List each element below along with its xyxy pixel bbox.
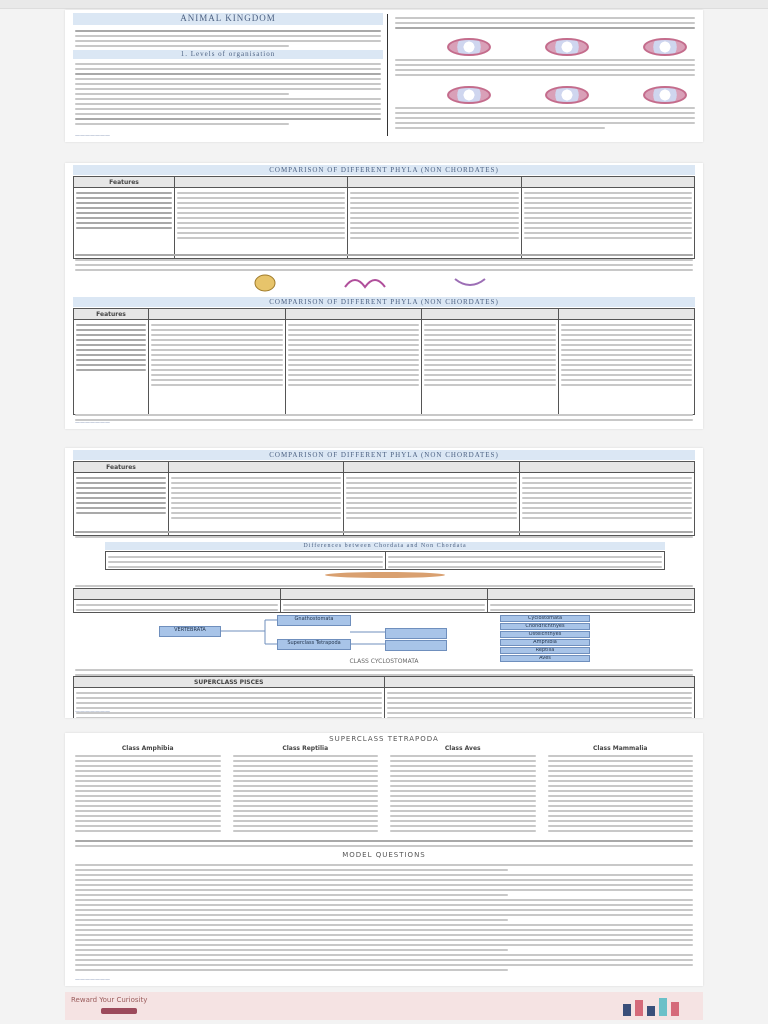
class-node: Chondrichthyes [500,623,590,630]
document-page-1 [65,10,703,142]
symmetry-diagrams [447,86,687,104]
segment-diagram-2 [545,86,589,104]
reptilia-column [233,745,379,832]
pseudocoelomate-diagram [545,38,589,56]
table2-title-band [73,297,695,307]
promo-button[interactable] [101,1008,137,1014]
chordata-subphyla-table [73,588,695,613]
chordata-intro-text [75,582,693,587]
promo-illustration [619,994,693,1018]
subphyla-header [281,589,488,600]
subphyla-cell [488,600,695,613]
table2-header-col [422,309,559,320]
table2-title: COMPARISON OF DIFFERENT PHYLA (NON CHORDATES) [269,298,499,306]
table1-cell [348,188,521,259]
table1-cell [175,188,348,259]
table3-cell [344,473,519,536]
table2-cell [149,320,286,415]
table1-cell [521,188,694,259]
document-page-3 [65,448,703,718]
column-title: Class Reptilia [282,745,329,752]
column-title: Class Aves [444,745,481,752]
table1-header-col [348,177,521,188]
model-questions-title: MODEL QUESTIONS [342,851,426,859]
table1-title: COMPARISON OF DIFFERENT PHYLA (NON CHORDATES) [269,166,499,174]
mammalia-column [548,745,694,832]
classification-node-3 [385,628,447,639]
phyla-comparison-table-3 [73,461,695,536]
table2-header-col [149,309,286,320]
phyla-comparison-table-1 [73,176,695,259]
document-page-2 [65,163,703,429]
body-cavity-diagrams-top [447,38,687,56]
column-title: Class Mammalia [593,745,648,752]
left-column-body [75,60,381,125]
table3-header-col [344,462,519,473]
amphioxus-illustration [325,572,445,578]
diff-cell [385,552,665,570]
subphyla-cell [74,600,281,613]
amphibia-column [75,745,221,832]
vertebrata-classification-diagram [65,614,703,661]
classification-node-4 [385,640,447,651]
document-page-4 [65,733,703,986]
column-title: Class Amphibia [121,745,174,752]
page-footer: ——————— [75,709,110,715]
section-heading: 1. Levels of organisation [180,50,276,58]
class-node: Cyclostomata [500,615,590,622]
table3-notes [75,528,693,538]
page-footer: ——————— [75,133,110,139]
poikilotherms-note [75,837,693,847]
page-footer: ——————— [75,420,110,426]
table2-notes [75,411,693,421]
table3-header-col [169,462,344,473]
page-title: ANIMAL KINGDOM [180,13,276,23]
differences-table [105,551,665,570]
pisces-cell [384,688,695,719]
class-node: Aves [500,655,590,662]
table1-header-col [521,177,694,188]
table2-header-col [558,309,695,320]
section-heading-band [73,50,383,59]
acoelomate-diagram [447,38,491,56]
diff-cell [106,552,386,570]
page-footer: ——————— [75,977,110,983]
specimen-illustrations [235,273,535,293]
cyclostomata-title: CLASS CYCLOSTOMATA [349,658,419,665]
left-column-text [75,27,381,47]
right-column-middle-text [395,56,695,76]
coelomate-diagram [643,38,687,56]
classification-node-2: Superclass Tetrapoda [277,639,351,650]
classification-node-1: Gnathostomata [277,615,351,626]
aves-column [390,745,536,832]
tetrapoda-columns [75,745,693,832]
table3-header-col [519,462,694,473]
column-divider [387,14,388,136]
specimen-illustrations-svg [235,273,535,293]
table1-header-col [175,177,348,188]
viewer-toolbar [0,0,768,9]
table2-header-features: Features [74,309,149,320]
tetrapoda-title: SUPERCLASS TETRAPODA [329,735,439,743]
class-node: Amphibia [500,639,590,646]
table3-title-band [73,450,695,460]
segment-diagram-1 [447,86,491,104]
phyla-comparison-table-2 [73,308,695,415]
table1-feature-cell [74,188,175,259]
cyclostomata-text [75,666,693,676]
promo-text: Reward Your Curiosity [71,996,148,1004]
subphyla-cell [281,600,488,613]
table3-cell [519,473,694,536]
pisces-cell [74,688,385,719]
right-column-bottom-text [395,104,695,129]
diff-title-band [105,542,665,550]
table2-feature-cell [74,320,149,415]
table3-cell [169,473,344,536]
table2-cell [285,320,422,415]
model-questions-list [75,861,693,971]
subphyla-header [488,589,695,600]
table3-header-features: Features [74,462,169,473]
segment-diagram-3 [643,86,687,104]
pisces-header [384,677,695,688]
page-title-band [73,13,383,25]
table2-cell [422,320,559,415]
class-list [500,615,590,663]
table3-title: COMPARISON OF DIFFERENT PHYLA (NON CHORDATES) [269,451,499,459]
right-column-text [395,14,695,29]
vertebrata-node: VERTEBRATA [159,626,221,637]
table2-header-col [285,309,422,320]
subphyla-header [74,589,281,600]
table1-header-features: Features [74,177,175,188]
class-node: Reptilia [500,647,590,654]
class-node: Osteichthyes [500,631,590,638]
table1-title-band [73,165,695,175]
table1-notes [75,251,693,271]
pisces-table [73,676,695,718]
pisces-header: SUPERCLASS PISCES [74,677,385,688]
table2-cell [558,320,695,415]
table3-feature-cell [74,473,169,536]
diff-title: Differences between Chordata and Non Chordata [303,543,467,549]
promo-banner [65,992,703,1020]
